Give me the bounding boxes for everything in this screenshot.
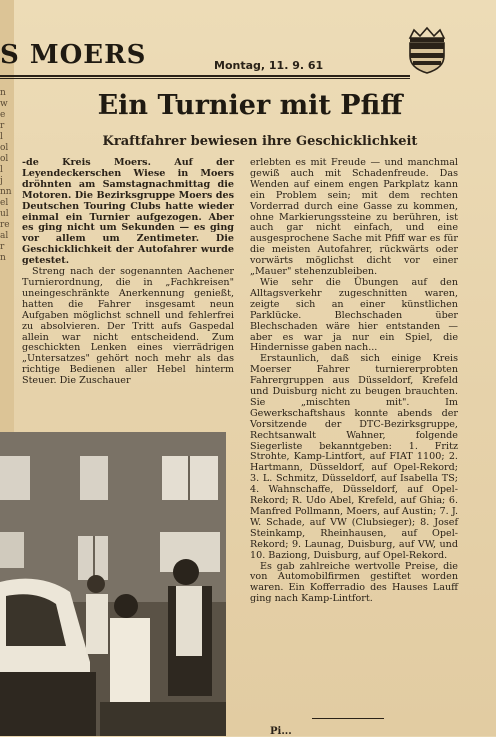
masthead-title: S MOERS — [0, 40, 147, 70]
article-paragraph: Streng nach der sogenannten Aachener Turnierordnung, die in „Fachkreisen" uneingeschränkte Anerkennung genießt, hatten die Fahrer insgesamt neun Aufgaben möglichst schnell und fehlerfrei zu absolvieren. Der Tritt aufs Gaspedal allein war nicht entscheidend. Zum geschickten Lenken eines vierrädrigen „Untersatzes" gehört noch mehr als das richtige Bedienen aller Hebel hinterm Steuer. Die Zuschauer — [22, 266, 234, 387]
column-left — [22, 158, 234, 387]
masthead-rule — [0, 75, 410, 77]
article-paragraph: Wie sehr die Übungen auf den Alltagsverkehr zugeschnitten waren, zeigte sich an einer künstlichen Parklücke. Blechschaden über Blechschaden wäre hier entstanden — aber es war ja nur ein Spiel, die Hindernisse gaben nach... — [250, 276, 458, 354]
article-paragraph: Erstaunlich, daß sich einige Kreis Moerser Fahrer turniererprobten Fahrergruppen aus Düsseldorf, Krefeld und Duisburg nicht zu beugen brauchten. Sie „mischten mit". Im Gewerkschaftshaus konnte abends der Vorsitzende der DTC-Bezirksgruppe, Rechtsanwalt Wahner, folgende Siegerliste bekanntgeben: 1. Fritz Strohte, Kamp-Lintfort, auf FIAT 1100; 2. Hartmann, Düsseldorf, auf Opel-Rekord; 3. L. Schmitz, Düsseldorf, auf Isabella TS; 4. Wahnschaffe, Düsseldorf, auf Opel-Rekord; R. Udo Abel, Krefeld, auf Ghia; 6. Manfred Pollmann, Moers, auf Austin; 7. J. W. Schade, auf VW (Clubsieger); 8. Josef Steinkamp, Rheinhausen, auf Opel-Rekord; 9. Launag, Duisburg, auf VW, und 10. Baziong, Duisburg, auf Opel-Rekord. — [250, 353, 458, 561]
article-lead: -de Kreis Moers. Auf der Leyendeckerschen Wiese in Moers dröhnten am Samstagnachmittag die Motoren. Die Bezirksgruppe Moers des Deutschen Touring Clubs hatte wieder einmal ein Turnier aufgezogen. Aber es ging nicht um Sekunden — es ging vor allem um Zentimeter. Die Geschicklichkeit der Autofahrer wurde getestet. — [22, 157, 234, 267]
article-subheadline: Kraftfahrer bewiesen ihre Geschicklichkeit — [102, 134, 418, 149]
photo-illustration — [0, 432, 226, 736]
masthead-date: Montag, 11. 9. 61 — [214, 59, 324, 72]
article-paragraph: Es gab zahlreiche wertvolle Preise, die von Automobilfirmen gestiftet worden waren. Ein Kofferradio des Hauses Lauff ging nach Kamp-Lintfort. — [250, 560, 458, 605]
article-photo — [0, 432, 226, 736]
article-headline: Ein Turnier mit Pfiff — [97, 90, 403, 121]
masthead-rule-thin — [0, 78, 410, 79]
edge-column-fragments: n w e r l ol ol l j nn el ul re al r n — [0, 88, 12, 263]
next-article-fragment: Pi... — [270, 726, 292, 737]
footer-rule — [312, 718, 384, 719]
article-paragraph: erlebten es mit Freude — und manchmal gewiß auch mit Schadenfreude. Das Wenden auf einem engen Parkplatz kann ein Problem sein; mit dem rechten Vorderrad durch eine Gasse zu kommen, ohne Markierungssteine zu berühren, ist auch gar nicht einfach, und eine ausgesprochene Sache mit Pfiff war es für die meisten Autofahrer, rückwärts oder vorwärts möglichst dicht vor einer „Mauer" stehenzubleiben. — [250, 157, 458, 278]
column-right — [250, 158, 458, 605]
moers-coat-of-arms-icon — [402, 26, 452, 74]
